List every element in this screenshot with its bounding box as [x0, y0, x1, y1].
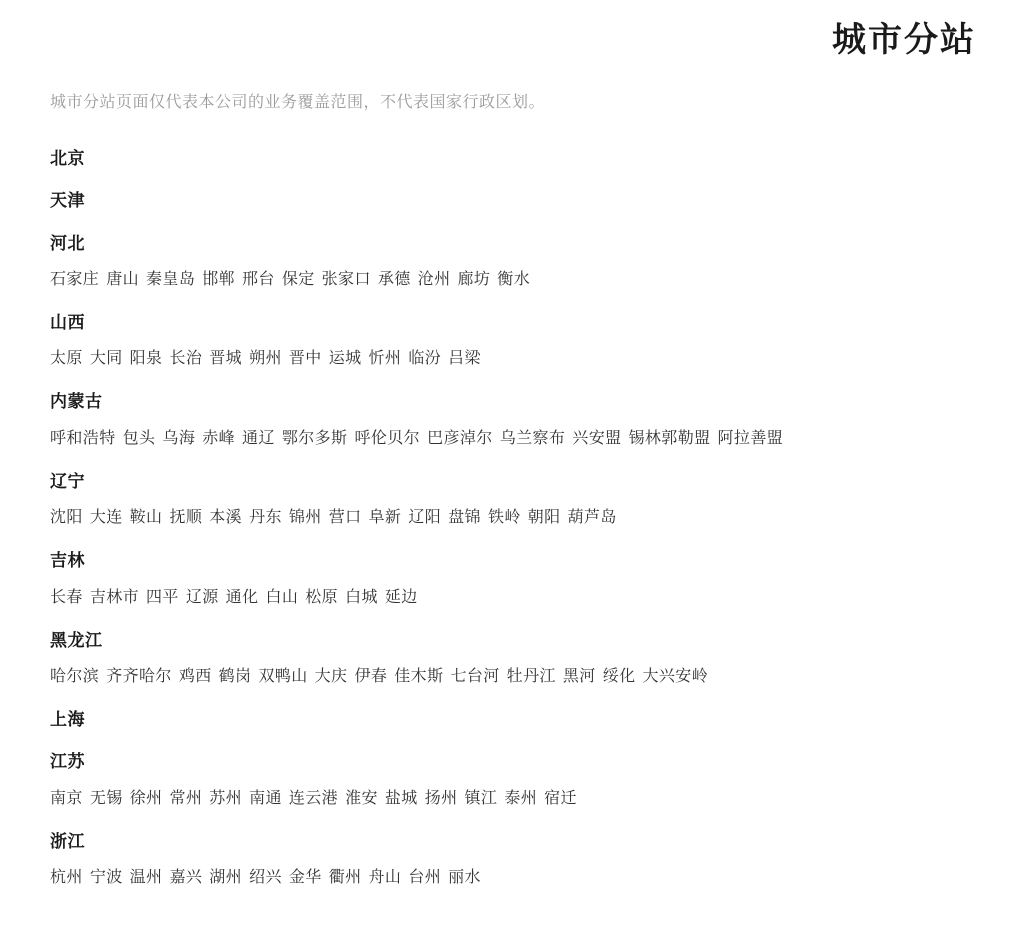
city-link[interactable]: 双鸭山 [258, 667, 308, 685]
city-link[interactable]: 通化 [225, 588, 259, 606]
city-link[interactable]: 乌海 [162, 429, 196, 447]
city-link[interactable]: 大连 [89, 509, 123, 527]
city-link[interactable]: 临汾 [408, 350, 442, 368]
city-link[interactable]: 锦州 [288, 509, 322, 527]
city-link[interactable]: 淮安 [345, 789, 378, 807]
city-link[interactable]: 呼伦贝尔 [354, 429, 421, 447]
province-name[interactable]: 内蒙古 [50, 392, 103, 412]
city-link[interactable]: 常州 [169, 789, 203, 807]
city-link[interactable]: 盘锦 [448, 509, 481, 527]
city-link[interactable]: 朝阳 [527, 509, 561, 527]
province-name[interactable]: 浙江 [50, 831, 85, 851]
city-link[interactable]: 鄂尔多斯 [281, 429, 348, 447]
city-link[interactable]: 大兴安岭 [642, 667, 709, 685]
city-list [50, 265, 972, 302]
province-name[interactable]: 江苏 [50, 752, 85, 772]
city-link[interactable]: 丹东 [249, 509, 282, 527]
city-link[interactable]: 葫芦岛 [567, 509, 617, 527]
city-list [50, 662, 972, 699]
city-link[interactable]: 朔州 [249, 350, 282, 368]
province-block [50, 461, 972, 540]
city-link[interactable]: 吕梁 [448, 350, 481, 368]
city-link[interactable]: 阿拉善盟 [717, 429, 784, 447]
province-block [50, 699, 972, 741]
city-link[interactable]: 松原 [305, 588, 339, 606]
city-link[interactable]: 赤峰 [202, 429, 236, 447]
city-link[interactable]: 绥化 [602, 667, 636, 685]
city-link[interactable]: 黑河 [562, 667, 596, 685]
city-link[interactable]: 长春 [50, 588, 83, 606]
city-link[interactable]: 金华 [288, 869, 322, 887]
city-link[interactable]: 巴彦淖尔 [427, 429, 493, 447]
intro-text: 城市分站页面仅代表本公司的业务覆盖范围，不代表国家行政区划。 [50, 94, 546, 112]
city-link[interactable]: 四平 [146, 588, 179, 606]
city-link[interactable]: 沧州 [417, 270, 451, 288]
city-link[interactable]: 湖州 [209, 869, 243, 887]
city-link[interactable]: 丽水 [448, 869, 481, 887]
province-block [50, 381, 972, 460]
city-link[interactable]: 秦皇岛 [146, 270, 196, 288]
city-link[interactable]: 宿迁 [544, 789, 577, 807]
city-link[interactable]: 大同 [89, 350, 123, 368]
city-link[interactable]: 呼和浩特 [50, 429, 116, 447]
city-list [50, 863, 972, 900]
city-link[interactable]: 苏州 [209, 789, 243, 807]
city-link[interactable]: 保定 [281, 270, 315, 288]
city-link[interactable]: 阜新 [368, 509, 402, 527]
city-link[interactable]: 本溪 [209, 509, 243, 527]
city-link[interactable]: 泰州 [504, 789, 538, 807]
city-link[interactable]: 通辽 [242, 429, 275, 447]
city-link[interactable]: 承德 [377, 270, 411, 288]
city-link[interactable]: 太原 [50, 350, 83, 368]
city-link[interactable]: 齐齐哈尔 [106, 667, 172, 685]
city-link[interactable]: 抚顺 [169, 509, 203, 527]
province-name[interactable]: 天津 [50, 191, 85, 211]
city-list [50, 784, 972, 821]
city-link[interactable]: 辽源 [185, 588, 219, 606]
city-link[interactable]: 辽阳 [408, 509, 442, 527]
city-link[interactable]: 乌兰察布 [499, 429, 566, 447]
province-block [50, 138, 972, 180]
city-link[interactable]: 邯郸 [202, 270, 236, 288]
city-link[interactable]: 白山 [265, 588, 299, 606]
city-link[interactable]: 包头 [122, 429, 156, 447]
city-link[interactable]: 铁岭 [487, 509, 521, 527]
province-block [50, 302, 972, 381]
city-link[interactable]: 绍兴 [249, 869, 282, 887]
city-link[interactable]: 盐城 [384, 789, 418, 807]
city-link[interactable]: 温州 [129, 869, 163, 887]
province-name[interactable]: 上海 [50, 709, 85, 729]
city-link[interactable]: 邢台 [242, 270, 275, 288]
city-link[interactable]: 兴安盟 [572, 429, 622, 447]
page-content [0, 62, 1012, 900]
province-name[interactable]: 河北 [50, 233, 85, 253]
city-link[interactable]: 杭州 [50, 869, 83, 887]
city-list [50, 503, 972, 540]
city-link[interactable]: 南京 [50, 789, 83, 807]
city-link[interactable]: 七台河 [450, 667, 500, 685]
city-link[interactable]: 鹤岗 [218, 667, 252, 685]
province-block [50, 620, 972, 699]
city-link[interactable]: 衢州 [328, 869, 362, 887]
city-link[interactable]: 南通 [249, 789, 282, 807]
city-link[interactable]: 白城 [345, 588, 378, 606]
province-name[interactable]: 山西 [50, 312, 85, 332]
city-list [50, 583, 972, 620]
city-link[interactable]: 大庆 [314, 667, 348, 685]
city-link[interactable]: 伊春 [354, 667, 388, 685]
city-link[interactable]: 衡水 [497, 270, 531, 288]
city-link[interactable]: 无锡 [89, 789, 123, 807]
city-list [50, 424, 972, 461]
city-link[interactable]: 徐州 [129, 789, 163, 807]
city-link[interactable]: 嘉兴 [169, 869, 203, 887]
page-title: 城市分站 [832, 21, 976, 59]
city-link[interactable]: 运城 [328, 350, 362, 368]
province-block [50, 223, 972, 302]
city-link[interactable]: 张家口 [321, 270, 371, 288]
province-block [50, 540, 972, 619]
city-link[interactable]: 石家庄 [50, 270, 100, 288]
city-list [50, 344, 972, 381]
city-link[interactable]: 廊坊 [457, 270, 491, 288]
city-link[interactable]: 佳木斯 [394, 667, 444, 685]
city-link[interactable]: 宁波 [89, 869, 123, 887]
city-link[interactable]: 镇江 [464, 789, 498, 807]
city-link[interactable]: 舟山 [368, 869, 402, 887]
province-name[interactable]: 黑龙江 [50, 630, 103, 650]
city-link[interactable]: 唐山 [106, 270, 140, 288]
province-name[interactable]: 辽宁 [50, 471, 85, 491]
city-link[interactable]: 吉林市 [89, 588, 140, 606]
city-link[interactable]: 鞍山 [129, 509, 163, 527]
city-link[interactable]: 忻州 [368, 350, 402, 368]
province-list [50, 138, 972, 900]
city-link[interactable]: 沈阳 [50, 509, 83, 527]
city-link[interactable]: 台州 [408, 869, 442, 887]
city-link[interactable]: 扬州 [424, 789, 458, 807]
city-link[interactable]: 连云港 [288, 789, 339, 807]
city-link[interactable]: 长治 [169, 350, 203, 368]
province-name[interactable]: 北京 [50, 148, 85, 168]
city-link[interactable]: 阳泉 [129, 350, 163, 368]
city-link[interactable]: 鸡西 [178, 667, 212, 685]
province-name[interactable]: 吉林 [50, 551, 85, 571]
city-link[interactable]: 晋城 [209, 350, 243, 368]
city-link[interactable]: 延边 [384, 588, 418, 606]
city-link[interactable]: 营口 [328, 509, 362, 527]
province-block [50, 180, 972, 222]
city-link[interactable]: 哈尔滨 [50, 667, 100, 685]
city-link[interactable]: 晋中 [288, 350, 322, 368]
city-link[interactable]: 锡林郭勒盟 [628, 429, 711, 447]
province-block [50, 741, 972, 820]
city-link[interactable]: 牡丹江 [506, 667, 556, 685]
province-block [50, 821, 972, 900]
